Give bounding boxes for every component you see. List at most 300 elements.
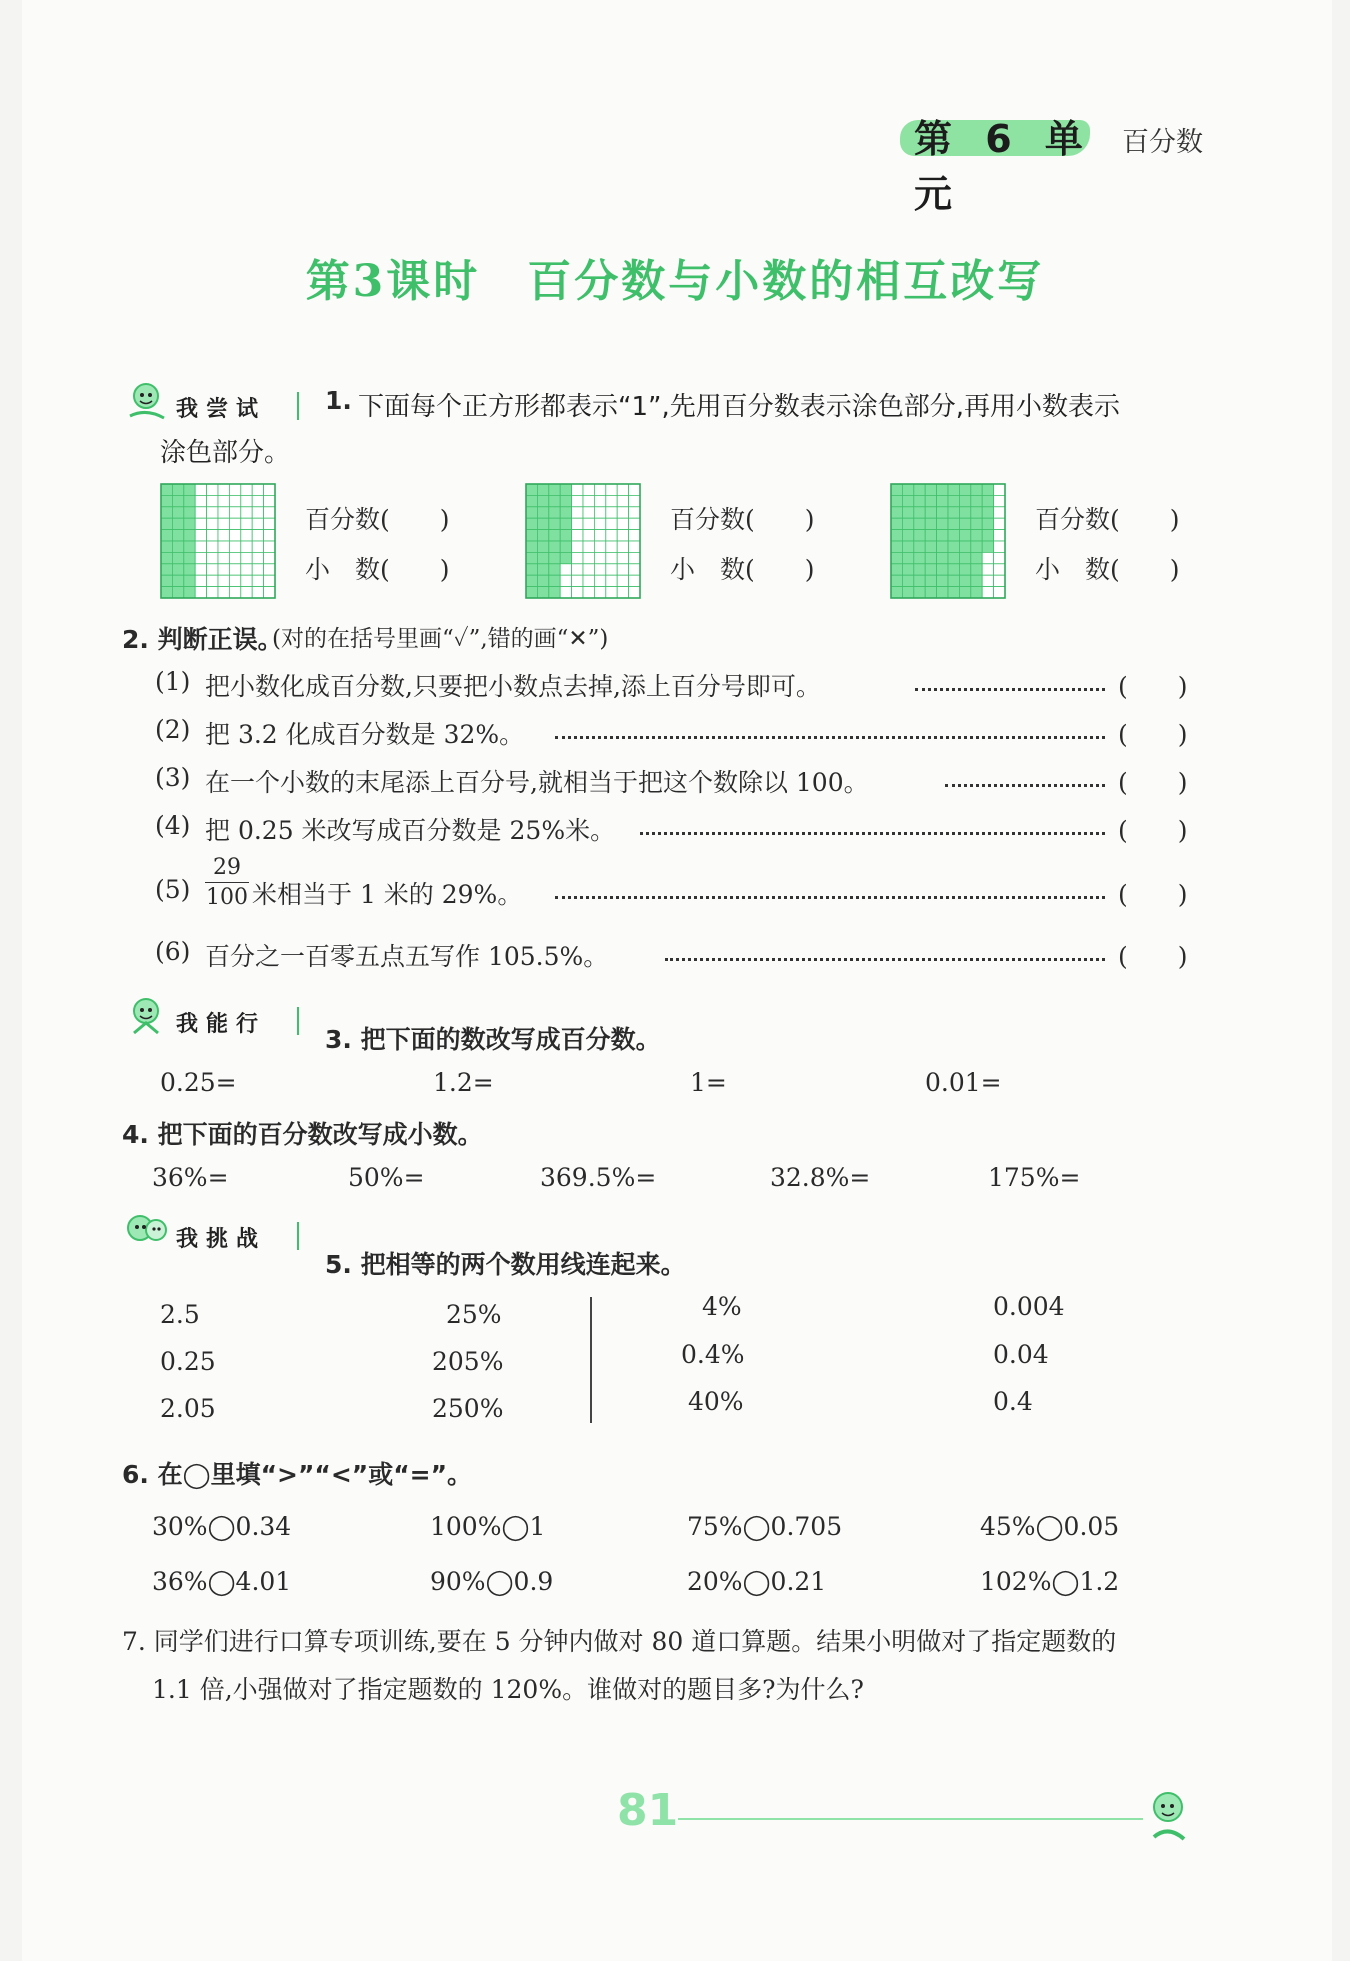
- grid-cell-shaded: [982, 541, 993, 552]
- grid-cell: [218, 575, 229, 586]
- grid-cell: [594, 530, 605, 541]
- grid-cell-shaded: [184, 484, 195, 495]
- grid-cell-shaded: [891, 541, 902, 552]
- fraction-numerator: 29: [213, 855, 241, 880]
- grid-cell-shaded: [549, 564, 560, 575]
- grid-cell: [594, 575, 605, 586]
- grid-cell: [583, 552, 594, 563]
- grid-cell-shaded: [925, 530, 936, 541]
- grid-cell: [617, 552, 628, 563]
- q5-title: 5. 把相等的两个数用线连起来。: [325, 1250, 686, 1279]
- footer-mascot-icon: [1140, 1785, 1202, 1845]
- lesson-title: 第3课时 百分数与小数的相互改写: [305, 256, 1045, 307]
- grid3-percent-label: 百分数( ): [1035, 505, 1180, 534]
- grid-cell-shaded: [891, 495, 902, 506]
- dot-leader: [945, 784, 1105, 787]
- grid-cell-shaded: [172, 552, 183, 563]
- grid-cell: [617, 575, 628, 586]
- grid-cell-shaded: [172, 575, 183, 586]
- grid-cell: [617, 530, 628, 541]
- grid-cell-shaded: [925, 587, 936, 598]
- grid-cell: [195, 541, 206, 552]
- grid-cell: [207, 552, 218, 563]
- grid-cell-shaded: [161, 564, 172, 575]
- q1-number: 1.: [325, 386, 352, 415]
- q6-r1-1[interactable]: 30%◯0.34: [152, 1512, 292, 1541]
- grid-cell-shaded: [937, 575, 948, 586]
- grid-cell: [195, 484, 206, 495]
- dot-leader: [665, 958, 1105, 961]
- grid-cell: [594, 495, 605, 506]
- grid-cell-shaded: [971, 552, 982, 563]
- grid-cell: [617, 587, 628, 598]
- grid-cell: [594, 484, 605, 495]
- grid-cell: [229, 507, 240, 518]
- grid-cell-shaded: [172, 484, 183, 495]
- grid-cell: [207, 541, 218, 552]
- dot-leader: [555, 736, 1105, 739]
- grid-cell: [583, 530, 594, 541]
- grid-cell: [583, 518, 594, 529]
- grid-cell-shaded: [526, 587, 537, 598]
- grid-cell: [617, 495, 628, 506]
- q4-item-2: 50%=: [348, 1163, 425, 1192]
- q5-right-a-3: 40%: [688, 1387, 744, 1416]
- q6-r2-4[interactable]: 102%◯1.2: [980, 1567, 1120, 1596]
- grid-cell-shaded: [948, 530, 959, 541]
- q7-line-1: 7. 同学们进行口算专项训练,要在 5 分钟内做对 80 道口算题。结果小明做对了指定题数的: [122, 1627, 1117, 1656]
- grid-cell: [594, 564, 605, 575]
- hundred-grid-2: [525, 483, 641, 599]
- grid-cell-shaded: [184, 518, 195, 529]
- q3-title: 3. 把下面的数改写成百分数。: [325, 1025, 661, 1054]
- grid-cell: [583, 587, 594, 598]
- q5-left-b-3: 250%: [432, 1394, 504, 1423]
- grid-cell-shaded: [937, 587, 948, 598]
- q2-item-2-text: 把 3.2 化成百分数是 32%。: [205, 720, 525, 749]
- grid-cell-shaded: [971, 587, 982, 598]
- grid-cell: [560, 587, 571, 598]
- grid-cell: [264, 541, 275, 552]
- grid-cell: [994, 507, 1005, 518]
- grid-cell: [994, 541, 1005, 552]
- grid-cell: [241, 530, 252, 541]
- q5-left-b-1: 25%: [446, 1300, 502, 1329]
- grid-cell: [583, 495, 594, 506]
- grid-cell-shaded: [914, 518, 925, 529]
- grid-cell-shaded: [560, 541, 571, 552]
- grid-cell: [218, 564, 229, 575]
- grid-cell-shaded: [971, 495, 982, 506]
- badge-can-label: 我能行: [176, 1012, 267, 1037]
- grid-cell-shaded: [537, 484, 548, 495]
- grid-cell: [241, 552, 252, 563]
- grid-cell: [241, 484, 252, 495]
- q4-item-3: 369.5%=: [540, 1163, 657, 1192]
- fraction-denominator: 100: [206, 885, 248, 910]
- grid-cell: [207, 564, 218, 575]
- grid-cell: [583, 507, 594, 518]
- grid-cell-shaded: [948, 552, 959, 563]
- grid-cell: [572, 518, 583, 529]
- grid-cell: [264, 564, 275, 575]
- q2-item-6-text: 百分之一百零五点五写作 105.5%。: [205, 942, 609, 971]
- grid-cell-shaded: [537, 495, 548, 506]
- q3-item-2: 1.2=: [433, 1068, 494, 1097]
- grid-cell-shaded: [971, 575, 982, 586]
- q5-right-b-2: 0.04: [993, 1340, 1049, 1369]
- grid-cell: [617, 518, 628, 529]
- grid-cell: [218, 530, 229, 541]
- grid-cell-shaded: [184, 495, 195, 506]
- grid-cell-shaded: [549, 507, 560, 518]
- grid-cell: [218, 552, 229, 563]
- grid-cell-shaded: [537, 564, 548, 575]
- grid-cell-shaded: [526, 564, 537, 575]
- grid-cell-shaded: [948, 507, 959, 518]
- grid-cell: [229, 518, 240, 529]
- grid-cell: [241, 575, 252, 586]
- grid-cell-shaded: [526, 575, 537, 586]
- grid-cell: [241, 518, 252, 529]
- q2-item-1-num: (1): [155, 667, 191, 696]
- badge-divider: [297, 1222, 299, 1250]
- grid-cell: [252, 518, 263, 529]
- grid-cell-shaded: [971, 530, 982, 541]
- grid-cell-shaded: [549, 530, 560, 541]
- grid-cell-shaded: [948, 495, 959, 506]
- grid-cell-shaded: [549, 552, 560, 563]
- grid-cell-shaded: [914, 587, 925, 598]
- grid-cell: [252, 587, 263, 598]
- grid-cell: [195, 552, 206, 563]
- grid-cell-shaded: [537, 552, 548, 563]
- q2-item-1-text: 把小数化成百分数,只要把小数点去掉,添上百分号即可。: [205, 672, 821, 701]
- grid-cell-shaded: [971, 541, 982, 552]
- grid-cell-shaded: [925, 495, 936, 506]
- q2-item-4-text: 把 0.25 米改写成百分数是 25%米。: [205, 816, 616, 845]
- q4-title: 4. 把下面的百分数改写成小数。: [122, 1120, 483, 1149]
- grid-cell: [629, 530, 640, 541]
- grid-cell: [252, 575, 263, 586]
- grid-cell-shaded: [560, 495, 571, 506]
- q2-item-4-answer[interactable]: ( ): [1118, 816, 1188, 845]
- grid-cell: [252, 484, 263, 495]
- grid-cell: [195, 507, 206, 518]
- q2-item-1-answer[interactable]: ( ): [1118, 672, 1188, 701]
- grid-cell-shaded: [891, 587, 902, 598]
- grid-cell: [218, 484, 229, 495]
- grid-cell: [629, 518, 640, 529]
- hundred-grid-1: [160, 483, 276, 599]
- grid-cell-shaded: [914, 564, 925, 575]
- grid-cell: [207, 495, 218, 506]
- grid-cell: [572, 495, 583, 506]
- grid-cell: [264, 518, 275, 529]
- q2-item-5-answer[interactable]: ( ): [1118, 880, 1188, 909]
- grid-cell-shaded: [526, 552, 537, 563]
- grid-cell: [229, 484, 240, 495]
- grid-cell: [572, 484, 583, 495]
- grid-cell-shaded: [560, 484, 571, 495]
- grid-cell: [241, 541, 252, 552]
- grid-cell: [195, 530, 206, 541]
- grid-cell-shaded: [891, 552, 902, 563]
- grid-cell-shaded: [902, 564, 913, 575]
- grid-cell: [241, 587, 252, 598]
- grid-cell-shaded: [549, 484, 560, 495]
- grid-cell-shaded: [925, 541, 936, 552]
- grid-cell: [629, 575, 640, 586]
- grid-cell-shaded: [526, 518, 537, 529]
- q6-r1-4[interactable]: 45%◯0.05: [980, 1512, 1120, 1541]
- grid-cell-shaded: [537, 587, 548, 598]
- grid-cell: [229, 587, 240, 598]
- grid-cell-shaded: [549, 495, 560, 506]
- grid-cell-shaded: [902, 541, 913, 552]
- grid-cell: [264, 495, 275, 506]
- grid-cell: [606, 530, 617, 541]
- grid-cell: [264, 575, 275, 586]
- grid-cell-shaded: [937, 507, 948, 518]
- grid-cell: [572, 530, 583, 541]
- grid-cell-shaded: [902, 495, 913, 506]
- grid-cell-shaded: [560, 507, 571, 518]
- grid-cell-shaded: [948, 575, 959, 586]
- grid-cell-shaded: [914, 541, 925, 552]
- grid-cell: [241, 495, 252, 506]
- grid-cell-shaded: [902, 530, 913, 541]
- grid-cell: [629, 507, 640, 518]
- grid-cell-shaded: [172, 530, 183, 541]
- grid-cell: [594, 587, 605, 598]
- grid-cell: [264, 587, 275, 598]
- grid-cell: [606, 484, 617, 495]
- grid-cell-shaded: [184, 530, 195, 541]
- q2-item-5-num: (5): [155, 875, 191, 904]
- grid-cell: [218, 518, 229, 529]
- grid-cell-shaded: [959, 530, 970, 541]
- grid-cell: [994, 518, 1005, 529]
- grid-cell: [982, 564, 993, 575]
- q4-item-4: 32.8%=: [770, 1163, 871, 1192]
- q2-item-3-text: 在一个小数的末尾添上百分号,就相当于把这个数除以 100。: [205, 768, 869, 797]
- q6-r2-3[interactable]: 20%◯0.21: [687, 1567, 827, 1596]
- grid-cell-shaded: [172, 541, 183, 552]
- grid-cell: [629, 587, 640, 598]
- grid2-decimal-label: 小 数( ): [670, 555, 815, 584]
- grid-cell-shaded: [948, 484, 959, 495]
- q5-right-b-1: 0.004: [993, 1292, 1065, 1321]
- grid-cell-shaded: [925, 552, 936, 563]
- grid-cell-shaded: [959, 575, 970, 586]
- grid-cell-shaded: [982, 507, 993, 518]
- grid-cell: [207, 587, 218, 598]
- grid-cell-shaded: [537, 518, 548, 529]
- grid-cell-shaded: [161, 484, 172, 495]
- q2-item-3-answer[interactable]: ( ): [1118, 768, 1188, 797]
- grid-cell-shaded: [184, 575, 195, 586]
- grid-cell: [617, 564, 628, 575]
- unit-topic: 百分数: [1122, 127, 1203, 158]
- q5-left-a-2: 0.25: [160, 1347, 216, 1376]
- grid-cell-shaded: [925, 484, 936, 495]
- grid-cell: [629, 484, 640, 495]
- grid-cell: [982, 575, 993, 586]
- grid-cell-shaded: [891, 484, 902, 495]
- grid-cell: [994, 552, 1005, 563]
- q6-r1-2[interactable]: 100%◯1: [430, 1512, 546, 1541]
- grid-cell-shaded: [971, 507, 982, 518]
- grid-cell: [572, 552, 583, 563]
- grid2-percent-label: 百分数( ): [670, 505, 815, 534]
- grid-cell: [583, 575, 594, 586]
- grid-cell: [252, 495, 263, 506]
- grid3-decimal-label: 小 数( ): [1035, 555, 1180, 584]
- grid-cell-shaded: [959, 564, 970, 575]
- grid-cell-shaded: [948, 587, 959, 598]
- grid-cell: [218, 495, 229, 506]
- q2-item-6-answer[interactable]: ( ): [1118, 942, 1188, 971]
- dot-leader: [915, 688, 1105, 691]
- grid-cell-shaded: [161, 541, 172, 552]
- q6-r1-3[interactable]: 75%◯0.705: [687, 1512, 843, 1541]
- grid-cell-shaded: [925, 518, 936, 529]
- grid-cell: [241, 564, 252, 575]
- grid-cell-shaded: [172, 518, 183, 529]
- fraction-29-100: [203, 855, 251, 910]
- q2-item-2-answer[interactable]: ( ): [1118, 720, 1188, 749]
- dot-leader: [640, 832, 1105, 835]
- grid-cell: [606, 541, 617, 552]
- q6-r2-2[interactable]: 90%◯0.9: [430, 1567, 554, 1596]
- grid-cell: [629, 495, 640, 506]
- grid-cell-shaded: [161, 552, 172, 563]
- grid-cell-shaded: [914, 507, 925, 518]
- mascot-can-icon: [122, 993, 172, 1039]
- unit-header: [900, 108, 1100, 216]
- q6-r2-1[interactable]: 36%◯4.01: [152, 1567, 292, 1596]
- grid-cell-shaded: [982, 518, 993, 529]
- grid-cell: [195, 575, 206, 586]
- grid-cell-shaded: [560, 552, 571, 563]
- grid-cell: [560, 564, 571, 575]
- grid-cell: [207, 484, 218, 495]
- q2-item-6-num: (6): [155, 937, 191, 966]
- grid-cell-shaded: [914, 484, 925, 495]
- q5-left-a-1: 2.5: [160, 1300, 200, 1329]
- grid-cell: [218, 507, 229, 518]
- grid-cell-shaded: [914, 495, 925, 506]
- grid-cell-shaded: [526, 541, 537, 552]
- grid-cell: [572, 564, 583, 575]
- grid-cell-shaded: [948, 564, 959, 575]
- grid-cell: [229, 530, 240, 541]
- grid-cell: [241, 507, 252, 518]
- grid-cell-shaded: [184, 587, 195, 598]
- grid-cell-shaded: [925, 507, 936, 518]
- grid-cell-shaded: [982, 530, 993, 541]
- q2-title: 2. 判断正误。: [122, 625, 283, 654]
- grid-cell-shaded: [902, 484, 913, 495]
- grid-cell: [572, 507, 583, 518]
- mascot-try-icon: [122, 378, 172, 424]
- grid-cell: [606, 564, 617, 575]
- grid-cell: [252, 541, 263, 552]
- grid-cell: [229, 552, 240, 563]
- grid-cell: [207, 518, 218, 529]
- grid-cell: [583, 541, 594, 552]
- grid-cell-shaded: [982, 484, 993, 495]
- grid-cell-shaded: [902, 507, 913, 518]
- q1-text-cont: 涂色部分。: [160, 438, 291, 468]
- grid-cell: [195, 518, 206, 529]
- grid-cell: [594, 541, 605, 552]
- grid-cell: [994, 530, 1005, 541]
- grid-cell: [572, 587, 583, 598]
- grid-cell: [252, 552, 263, 563]
- q4-item-5: 175%=: [988, 1163, 1081, 1192]
- grid-cell: [583, 564, 594, 575]
- grid-cell: [994, 484, 1005, 495]
- grid-cell-shaded: [161, 495, 172, 506]
- grid-cell: [252, 564, 263, 575]
- grid-cell: [218, 541, 229, 552]
- q5-left-b-2: 205%: [432, 1347, 504, 1376]
- q3-item-4: 0.01=: [925, 1068, 1002, 1097]
- grid-cell-shaded: [549, 518, 560, 529]
- grid-cell-shaded: [891, 575, 902, 586]
- grid-cell-shaded: [971, 484, 982, 495]
- grid-cell-shaded: [959, 552, 970, 563]
- grid-cell-shaded: [537, 541, 548, 552]
- grid-cell-shaded: [891, 530, 902, 541]
- grid-cell: [617, 484, 628, 495]
- grid-cell: [583, 484, 594, 495]
- grid-cell: [195, 587, 206, 598]
- grid-cell-shaded: [526, 530, 537, 541]
- grid-cell: [606, 495, 617, 506]
- q2-item-3-num: (3): [155, 763, 191, 792]
- grid-cell: [264, 507, 275, 518]
- grid-cell-shaded: [948, 518, 959, 529]
- grid-cell-shaded: [959, 541, 970, 552]
- grid-cell-shaded: [937, 564, 948, 575]
- grid-cell-shaded: [184, 564, 195, 575]
- q7-line-2: 1.1 倍,小强做对了指定题数的 120%。谁做对的题目多?为什么?: [152, 1675, 864, 1704]
- grid-cell-shaded: [549, 587, 560, 598]
- grid-cell-shaded: [925, 564, 936, 575]
- q3-item-3: 1=: [690, 1068, 727, 1097]
- grid-cell: [252, 507, 263, 518]
- grid-cell-shaded: [959, 507, 970, 518]
- grid-cell: [606, 575, 617, 586]
- badge-can: [122, 993, 302, 1041]
- grid-cell-shaded: [891, 518, 902, 529]
- grid-cell: [195, 564, 206, 575]
- unit-title: 第 6 单元: [914, 117, 1093, 216]
- grid-cell-shaded: [937, 541, 948, 552]
- grid1-decimal-label: 小 数( ): [305, 555, 450, 584]
- grid-cell-shaded: [526, 484, 537, 495]
- grid-cell-shaded: [184, 541, 195, 552]
- grid-cell: [560, 575, 571, 586]
- grid-cell: [617, 541, 628, 552]
- q5-right-a-2: 0.4%: [681, 1340, 745, 1369]
- grid-cell: [207, 507, 218, 518]
- grid-cell-shaded: [937, 552, 948, 563]
- grid-cell-shaded: [902, 552, 913, 563]
